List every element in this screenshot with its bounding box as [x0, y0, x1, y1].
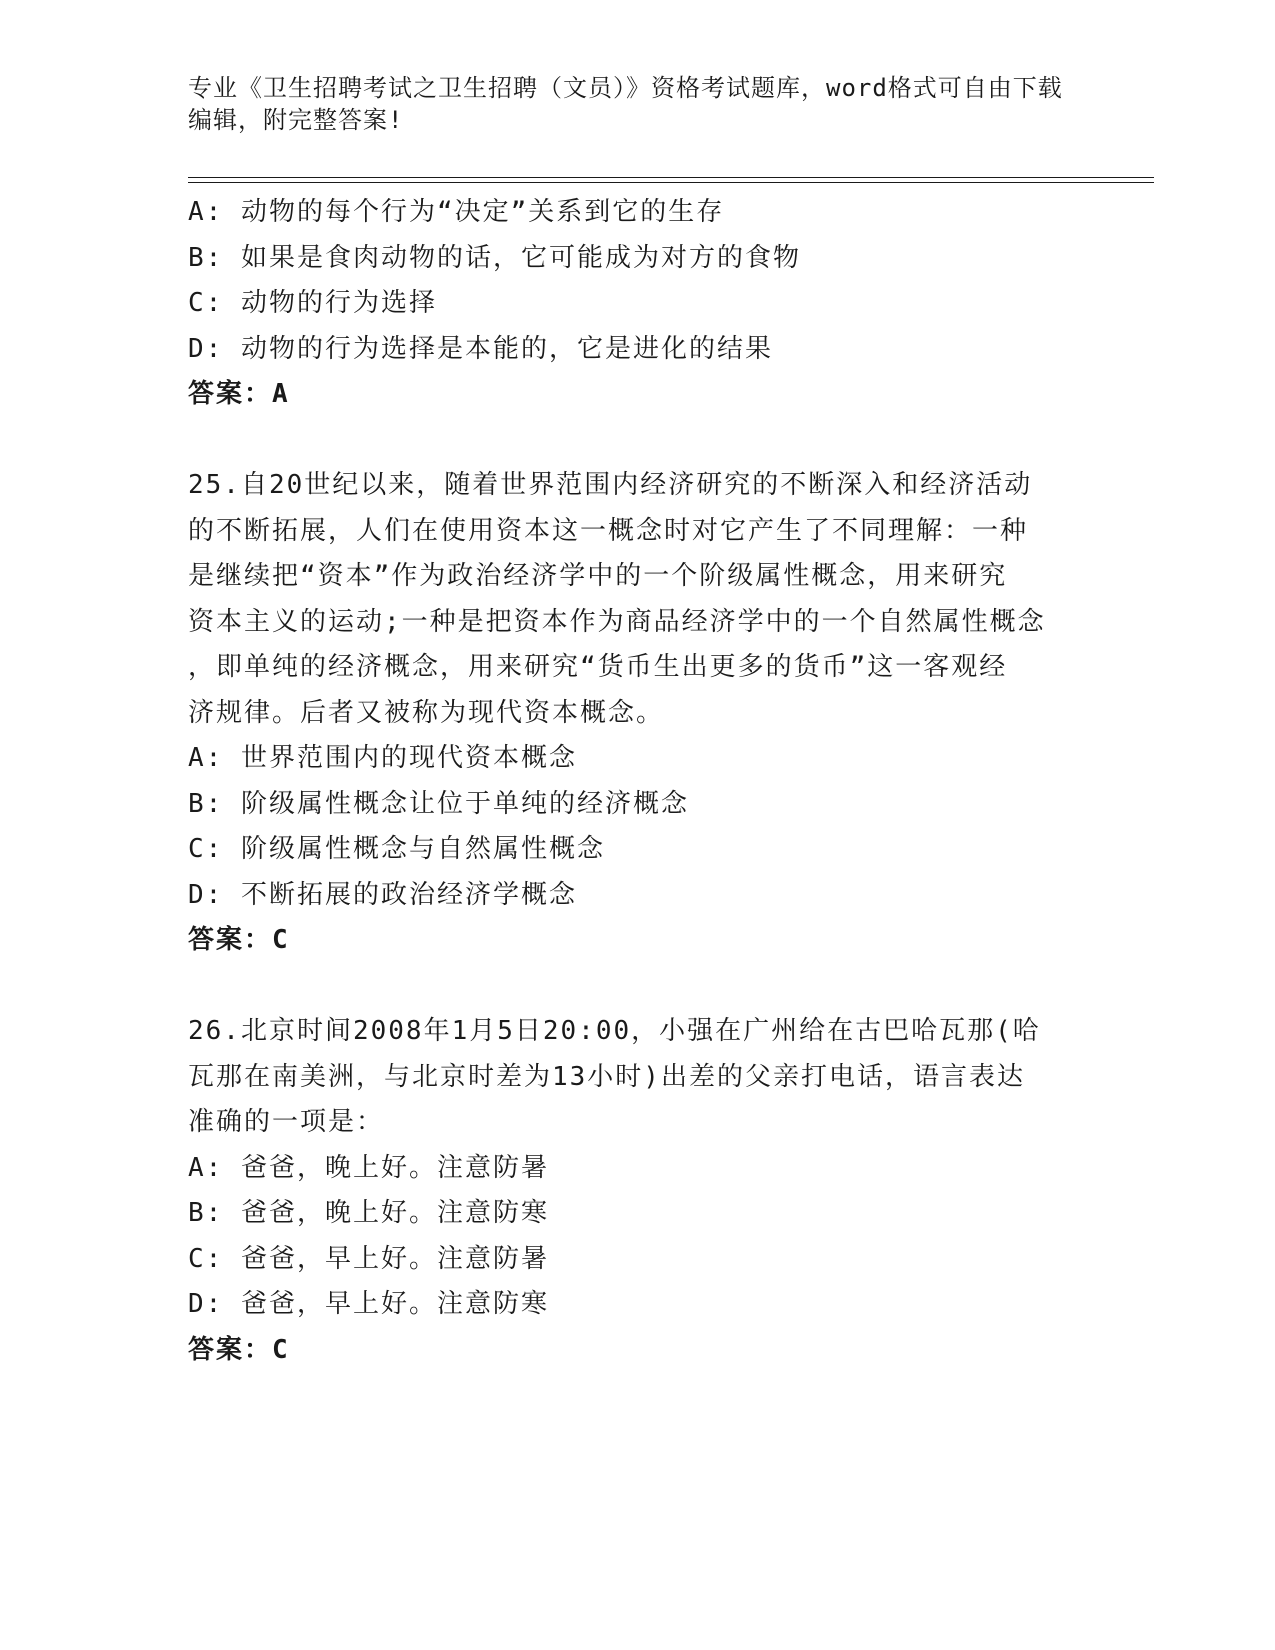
option-b: B: 爸爸，晚上好。注意防寒 [188, 1198, 549, 1228]
stem-line: 26.北京时间2008年1月5日20:00，小强在广州给在古巴哈瓦那(哈 [188, 1016, 1041, 1046]
stem-line: 准确的一项是： [188, 1107, 385, 1137]
option-c: C: 动物的行为选择 [188, 288, 437, 318]
option-c: C: 爸爸，早上好。注意防暑 [188, 1243, 549, 1274]
option-d: D: 动物的行为选择是本能的，它是进化的结果 [188, 333, 773, 364]
stem-line: 瓦那在南美洲，与北京时差为13小时)出差的父亲打电话，语言表达 [188, 1061, 1025, 1092]
header-line-2: 编辑，附完整答案! [188, 106, 404, 134]
option-c: C: 阶级属性概念与自然属性概念 [188, 834, 605, 864]
stem-line: ，即单纯的经济概念，用来研究“货币生出更多的货币”这一客观经 [188, 652, 1008, 682]
option-a: A: 爸爸，晚上好。注意防暑 [188, 1152, 549, 1183]
question-24-block [188, 190, 1068, 418]
header-line-1: 专业《卫生招聘考试之卫生招聘（文员）》资格考试题库，word格式可自由下载 [188, 74, 1063, 102]
answer-label: 答案：C [188, 1334, 290, 1365]
question-25-stem [188, 463, 1068, 736]
option-d: D: 不断拓展的政治经济学概念 [188, 879, 577, 910]
answer-label: 答案：C [188, 925, 290, 955]
question-25-block [188, 463, 1068, 964]
stem-line: 资本主义的运动;一种是把资本作为商品经济学中的一个自然属性概念 [188, 606, 1046, 637]
stem-line: 的不断拓展，人们在使用资本这一概念时对它产生了不同理解：一种 [188, 515, 1029, 546]
document-header [188, 72, 1068, 136]
option-d: D: 爸爸，早上好。注意防寒 [188, 1289, 549, 1319]
option-a: A: 动物的每个行为“决定”关系到它的生存 [188, 197, 725, 227]
answer-label: 答案：A [188, 379, 290, 409]
option-b: B: 如果是食肉动物的话，它可能成为对方的食物 [188, 242, 801, 273]
question-spacer [188, 964, 1068, 1010]
question-26-block [188, 1009, 1068, 1373]
option-b: B: 阶级属性概念让位于单纯的经济概念 [188, 788, 689, 819]
header-rule-bottom [188, 182, 1154, 183]
question-spacer [188, 418, 1068, 464]
question-26-stem [188, 1009, 1068, 1146]
stem-line: 25.自20世纪以来，随着世界范围内经济研究的不断深入和经济活动 [188, 470, 1033, 500]
stem-line: 是继续把“资本”作为政治经济学中的一个阶级属性概念，用来研究 [188, 561, 1008, 591]
questions-content [188, 190, 1068, 1373]
option-a: A: 世界范围内的现代资本概念 [188, 743, 577, 773]
header-rule-top [188, 177, 1154, 178]
stem-line: 济规律。后者又被称为现代资本概念。 [188, 697, 665, 728]
